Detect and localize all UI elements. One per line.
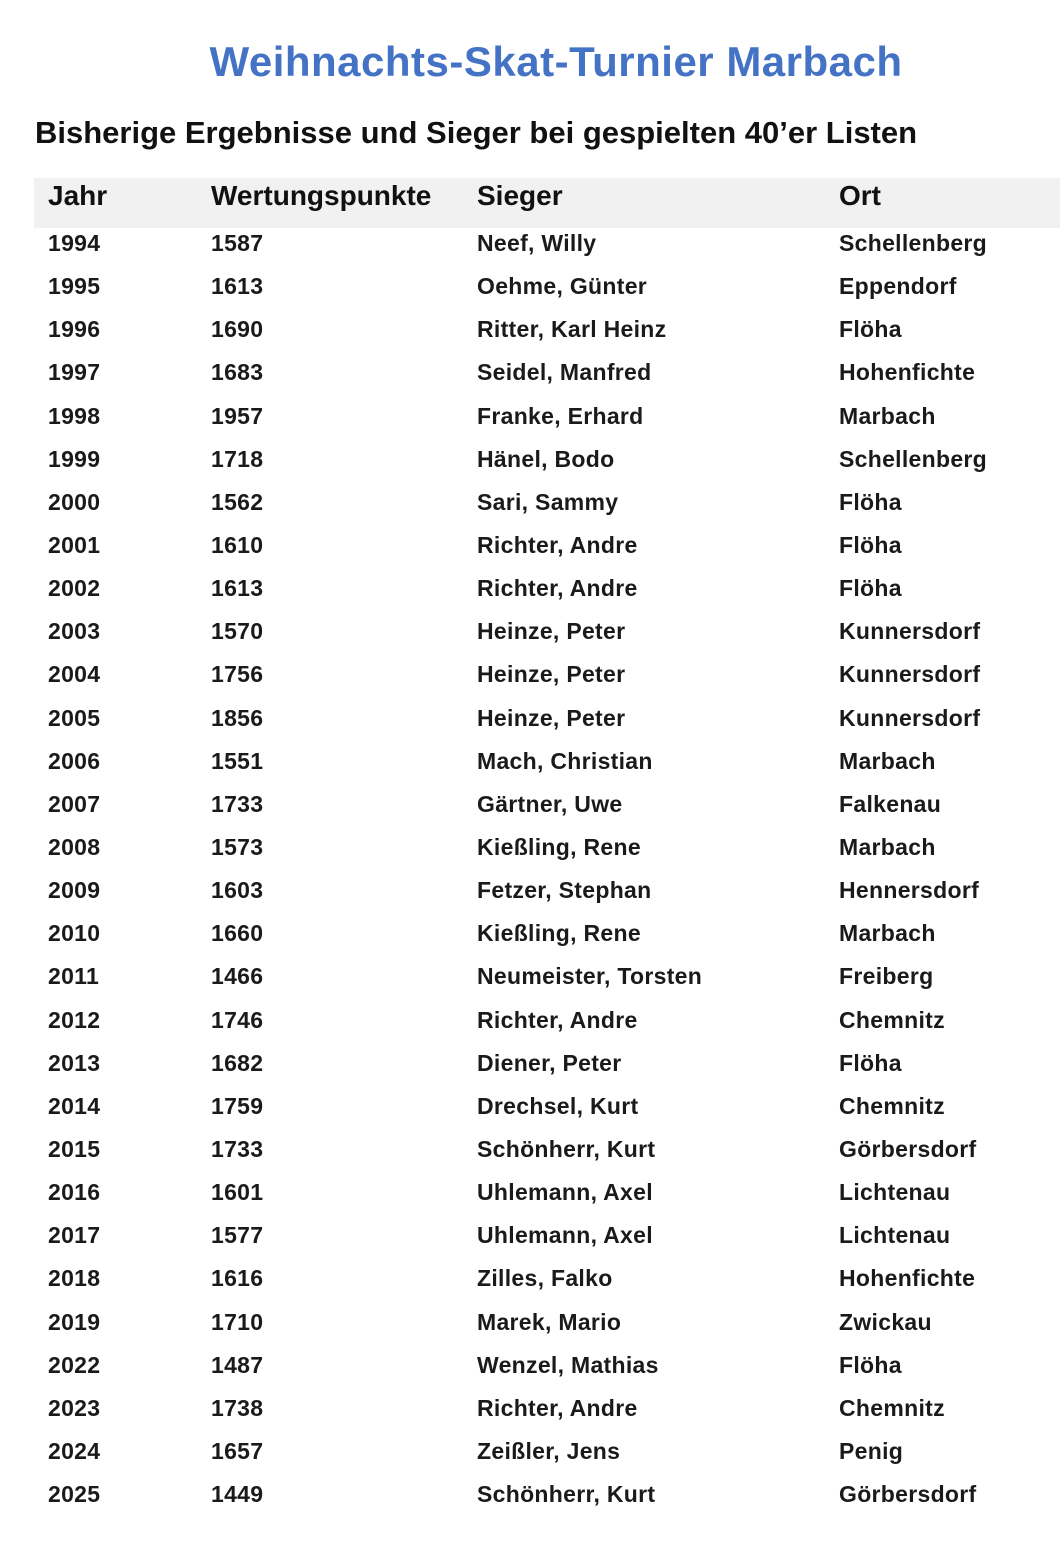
cell-wertungspunkte: 1733 xyxy=(211,1135,264,1162)
cell-ort: Görbersdorf xyxy=(839,1481,977,1508)
table-row xyxy=(34,1177,1060,1220)
table-row xyxy=(34,961,1060,1004)
cell-jahr: 1998 xyxy=(48,402,101,429)
table-row xyxy=(34,573,1060,616)
header-wertungspunkte: Wertungspunkte xyxy=(211,180,432,211)
cell-sieger: Heinze, Peter xyxy=(477,704,626,731)
cell-ort: Zwickau xyxy=(839,1308,932,1335)
cell-wertungspunkte: 1856 xyxy=(211,704,264,731)
cell-sieger: Neef, Willy xyxy=(477,230,597,256)
cell-sieger: Richter, Andre xyxy=(477,1394,638,1421)
cell-sieger: Wenzel, Mathias xyxy=(477,1351,659,1378)
cell-wertungspunkte: 1603 xyxy=(211,877,264,904)
cell-sieger: Mach, Christian xyxy=(477,747,653,774)
cell-wertungspunkte: 1613 xyxy=(211,273,264,300)
cell-jahr: 2003 xyxy=(48,618,101,645)
cell-sieger: Heinze, Peter xyxy=(477,661,626,688)
cell-jahr: 2016 xyxy=(48,1179,101,1206)
cell-sieger: Marek, Mario xyxy=(477,1308,622,1335)
cell-ort: Flöha xyxy=(839,488,902,515)
cell-sieger: Sari, Sammy xyxy=(477,488,619,515)
header-jahr: Jahr xyxy=(48,180,108,211)
cell-sieger: Franke, Erhard xyxy=(477,402,644,429)
cell-sieger: Fetzer, Stephan xyxy=(477,877,652,904)
table-row xyxy=(34,1307,1060,1350)
cell-jahr: 2010 xyxy=(48,920,101,947)
cell-ort: Chemnitz xyxy=(839,1394,945,1421)
cell-wertungspunkte: 1587 xyxy=(211,230,264,256)
results-table xyxy=(34,178,1060,1522)
cell-wertungspunkte: 1756 xyxy=(211,661,264,688)
cell-jahr: 2024 xyxy=(48,1437,101,1464)
cell-jahr: 2011 xyxy=(48,963,100,990)
table-row xyxy=(34,314,1060,357)
cell-jahr: 2023 xyxy=(48,1394,101,1421)
cell-jahr: 2008 xyxy=(48,833,101,860)
cell-sieger: Richter, Andre xyxy=(477,575,638,602)
cell-wertungspunkte: 1718 xyxy=(211,445,264,472)
cell-ort: Hennersdorf xyxy=(839,877,980,904)
cell-wertungspunkte: 1551 xyxy=(211,747,264,774)
table-row xyxy=(34,487,1060,530)
cell-sieger: Schönherr, Kurt xyxy=(477,1481,656,1508)
cell-ort: Flöha xyxy=(839,575,902,602)
cell-jahr: 2009 xyxy=(48,877,101,904)
cell-ort: Lichtenau xyxy=(839,1179,951,1206)
cell-ort: Marbach xyxy=(839,833,936,860)
cell-sieger: Ritter, Karl Heinz xyxy=(477,316,667,343)
cell-wertungspunkte: 1759 xyxy=(211,1092,264,1119)
table-row xyxy=(34,401,1060,444)
cell-wertungspunkte: 1746 xyxy=(211,1006,264,1033)
cell-sieger: Zeißler, Jens xyxy=(477,1437,621,1464)
cell-ort: Kunnersdorf xyxy=(839,661,981,688)
cell-jahr: 2015 xyxy=(48,1135,101,1162)
cell-sieger: Gärtner, Uwe xyxy=(477,790,623,817)
table-row xyxy=(34,703,1060,746)
cell-jahr: 1999 xyxy=(48,445,101,472)
cell-ort: Chemnitz xyxy=(839,1006,945,1033)
cell-wertungspunkte: 1660 xyxy=(211,920,264,947)
cell-wertungspunkte: 1487 xyxy=(211,1351,264,1378)
page-title: Weihnachts-Skat-Turnier Marbach xyxy=(209,38,903,85)
cell-sieger: Hänel, Bodo xyxy=(477,445,615,472)
cell-ort: Falkenau xyxy=(839,790,942,817)
table-row xyxy=(34,875,1060,918)
cell-sieger: Kießling, Rene xyxy=(477,833,641,860)
cell-jahr: 2018 xyxy=(48,1265,101,1292)
cell-jahr: 2014 xyxy=(48,1092,101,1119)
cell-wertungspunkte: 1738 xyxy=(211,1394,264,1421)
cell-wertungspunkte: 1957 xyxy=(211,402,264,429)
page-subtitle: Bisherige Ergebnisse und Sieger bei gespielten 40’er Listen xyxy=(35,115,918,150)
table-row xyxy=(34,1220,1060,1263)
cell-jahr: 2017 xyxy=(48,1222,101,1249)
cell-ort: Kunnersdorf xyxy=(839,704,981,731)
table-row xyxy=(34,1350,1060,1393)
cell-jahr: 1994 xyxy=(48,230,101,256)
cell-sieger: Zilles, Falko xyxy=(477,1265,613,1292)
cell-ort: Görbersdorf xyxy=(839,1135,977,1162)
cell-jahr: 1996 xyxy=(48,316,101,343)
table-row xyxy=(34,357,1060,400)
table-row xyxy=(34,228,1060,271)
table-row xyxy=(34,659,1060,702)
cell-wertungspunkte: 1601 xyxy=(211,1179,264,1206)
header-sieger: Sieger xyxy=(477,180,563,211)
table-row xyxy=(34,746,1060,789)
cell-sieger: Neumeister, Torsten xyxy=(477,963,703,990)
cell-wertungspunkte: 1562 xyxy=(211,488,264,515)
table-row xyxy=(34,444,1060,487)
cell-sieger: Drechsel, Kurt xyxy=(477,1092,639,1119)
cell-ort: Chemnitz xyxy=(839,1092,945,1119)
cell-ort: Lichtenau xyxy=(839,1222,951,1249)
cell-wertungspunkte: 1449 xyxy=(211,1481,264,1508)
cell-ort: Kunnersdorf xyxy=(839,618,981,645)
cell-jahr: 2001 xyxy=(48,531,101,558)
cell-wertungspunkte: 1616 xyxy=(211,1265,264,1292)
cell-wertungspunkte: 1613 xyxy=(211,575,264,602)
cell-wertungspunkte: 1683 xyxy=(211,359,264,386)
cell-sieger: Heinze, Peter xyxy=(477,618,626,645)
cell-jahr: 1997 xyxy=(48,359,101,386)
table-row xyxy=(34,1393,1060,1436)
cell-sieger: Richter, Andre xyxy=(477,531,638,558)
cell-sieger: Uhlemann, Axel xyxy=(477,1179,653,1206)
table-row xyxy=(34,530,1060,573)
table-row xyxy=(34,789,1060,832)
cell-sieger: Oehme, Günter xyxy=(477,273,648,300)
cell-jahr: 2025 xyxy=(48,1481,101,1508)
cell-jahr: 2013 xyxy=(48,1049,101,1076)
table-row xyxy=(34,1005,1060,1048)
cell-ort: Hohenfichte xyxy=(839,359,976,386)
cell-jahr: 1995 xyxy=(48,273,101,300)
table-row xyxy=(34,832,1060,875)
cell-ort: Marbach xyxy=(839,402,936,429)
cell-jahr: 2002 xyxy=(48,575,101,602)
cell-wertungspunkte: 1573 xyxy=(211,833,264,860)
cell-ort: Marbach xyxy=(839,920,936,947)
table-header-row xyxy=(34,178,1060,228)
table-row xyxy=(34,271,1060,314)
cell-ort: Flöha xyxy=(839,1049,902,1076)
cell-wertungspunkte: 1710 xyxy=(211,1308,264,1335)
table-row xyxy=(34,1263,1060,1306)
cell-jahr: 2022 xyxy=(48,1351,101,1378)
cell-ort: Schellenberg xyxy=(839,230,988,256)
table-row xyxy=(34,1479,1060,1522)
cell-wertungspunkte: 1733 xyxy=(211,790,264,817)
cell-ort: Hohenfichte xyxy=(839,1265,976,1292)
cell-ort: Marbach xyxy=(839,747,936,774)
cell-ort: Eppendorf xyxy=(839,273,957,300)
cell-ort: Freiberg xyxy=(839,963,934,990)
cell-jahr: 2007 xyxy=(48,790,101,817)
cell-sieger: Diener, Peter xyxy=(477,1049,622,1076)
cell-jahr: 2005 xyxy=(48,704,101,731)
cell-sieger: Schönherr, Kurt xyxy=(477,1135,656,1162)
table-row xyxy=(34,1048,1060,1091)
table-row xyxy=(34,1436,1060,1479)
cell-ort: Penig xyxy=(839,1437,904,1464)
cell-wertungspunkte: 1657 xyxy=(211,1437,264,1464)
cell-jahr: 2012 xyxy=(48,1006,101,1033)
cell-ort: Schellenberg xyxy=(839,445,988,472)
cell-sieger: Uhlemann, Axel xyxy=(477,1222,653,1249)
table-row xyxy=(34,616,1060,659)
table-row xyxy=(34,1134,1060,1177)
header-ort: Ort xyxy=(839,180,881,211)
cell-ort: Flöha xyxy=(839,531,902,558)
cell-wertungspunkte: 1466 xyxy=(211,963,264,990)
cell-jahr: 2000 xyxy=(48,488,101,515)
cell-ort: Flöha xyxy=(839,316,902,343)
table-row xyxy=(34,918,1060,961)
cell-wertungspunkte: 1570 xyxy=(211,618,264,645)
cell-wertungspunkte: 1610 xyxy=(211,531,264,558)
cell-ort: Flöha xyxy=(839,1351,902,1378)
cell-sieger: Kießling, Rene xyxy=(477,920,641,947)
cell-jahr: 2006 xyxy=(48,747,101,774)
cell-wertungspunkte: 1577 xyxy=(211,1222,264,1249)
cell-wertungspunkte: 1682 xyxy=(211,1049,264,1076)
cell-jahr: 2004 xyxy=(48,661,101,688)
cell-jahr: 2019 xyxy=(48,1308,101,1335)
cell-sieger: Richter, Andre xyxy=(477,1006,638,1033)
table-row xyxy=(34,1091,1060,1134)
cell-wertungspunkte: 1690 xyxy=(211,316,264,343)
table-body xyxy=(34,228,1060,1522)
cell-sieger: Seidel, Manfred xyxy=(477,359,652,386)
